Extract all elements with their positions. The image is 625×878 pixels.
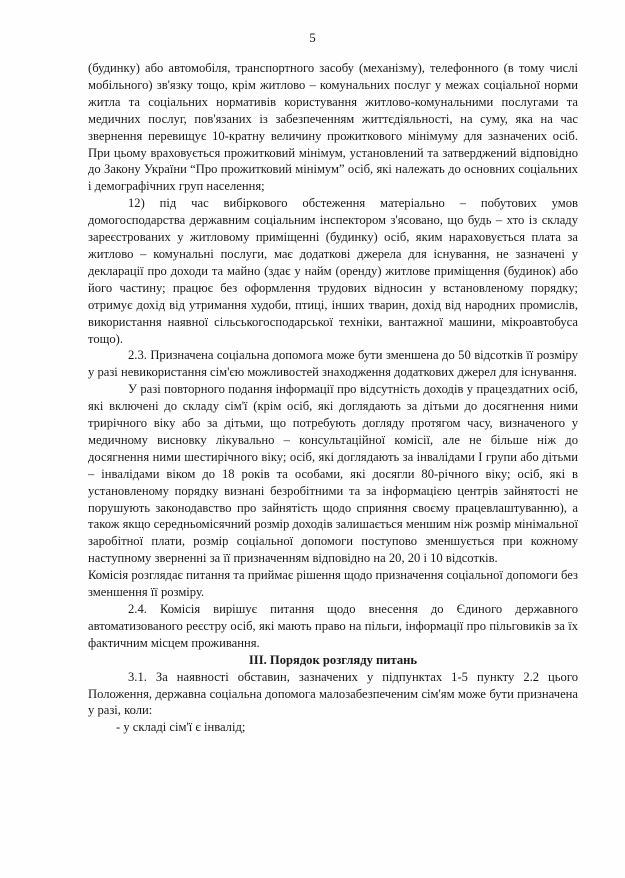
page-number: 5 <box>309 30 316 45</box>
document-body <box>88 60 578 736</box>
paragraph-repeat-submission: У разі повторного подання інформації про відсутність доходів у працездатних осіб, які включені до складу сім'ї (крім осіб, які доглядають за дітьми до досягнення ними трирічного віку або за дітьми, що потребують догляду протягом часу, визначеного у медичному висновку лікувально – консультаційної комісії, але не більше ніж до досягнення ними шестирічного віку; осіб, які доглядають за інвалідами I групи або дітьми – інвалідами віком до 18 років та особами, які досягли 80-річного віку; осіб, які в установленому порядку визнані безробітними та за інформацією центрів зайнятості не порушують законодавство про зайнятість щодо сприяння своєму працевлаштуванню), а також якщо середньомісячний розмір доходів залишається меншим ніж розмір мінімальної заробітної плати, розмір соціальної допомоги поступово зменшується при кожному наступному зверненні за її призначенням відповідно на 20, 20 і 10 відсотків. <box>88 382 578 566</box>
list-item: - у складі сім'ї є інвалід; <box>116 720 246 735</box>
paragraph-continuation: (будинку) або автомобіля, транспортного засобу (механізму), телефонного (в тому числі мобільного) зв'язку тощо, крім житлово – комунальних послуг у межах соціальної норми житла та соціальних нормативів користування житлово-комунальними послугами та медичних послуг, пов'язаних із забезпеченням життєдіяльності, на суму, яка на час звернення перевищує 10-кратну величину прожиткового мінімуму для зазначених осіб. При цьому враховується прожитковий мінімум, установлений та затверджений відповідно до Закону України “Про прожитковий мінімум” осіб, які належать до основних соціальних і демографічних груп населення; <box>88 61 578 194</box>
paragraph-item-12: 12) під час вибіркового обстеження матеріально – побутових умов домогосподарства державним соціальним інспектором з'ясовано, що будь – хто із складу зареєстрованих у житловому приміщенні (будинку) осіб, яким нараховується плата за житлово – комунальні послуги, має додаткові джерела для існування, не зазначені у декларації про доходи та майно (здає у найм (оренду) житлове приміщення (будинок) або його частину; працює без оформлення трудових відносин у встановленому порядку; отримує дохід від утримання худоби, птиці, інших тварин, дохід від народних промислів, використання наявної сільськогосподарської техніки, вантажної машини, мікроавтобуса тощо). <box>88 196 578 346</box>
paragraph-2-4: 2.4. Комісія вирішує питання щодо внесення до Єдиного державного автоматизованого реєстру осіб, які мають право на пільги, інформації про пільговиків за їх фактичним місцем проживання. <box>88 602 578 650</box>
paragraph-3-1: 3.1. За наявності обставин, зазначених у підпунктах 1-5 пункту 2.2 цього Положення, державна соціальна допомога малозабезпеченим сім'ям може бути призначена у разі, коли: <box>88 669 578 718</box>
paragraph-commission-decision: Комісія розглядає питання та приймає рішення щодо призначення соціальної допомоги без зменшення її розміру. <box>88 568 578 600</box>
paragraph-2-3: 2.3. Призначена соціальна допомога може бути зменшена до 50 відсотків її розміру у разі невикористання сім'єю можливостей знаходження додаткових джерел для існування. <box>88 348 578 380</box>
section-heading: III. Порядок розгляду питань <box>248 652 418 667</box>
